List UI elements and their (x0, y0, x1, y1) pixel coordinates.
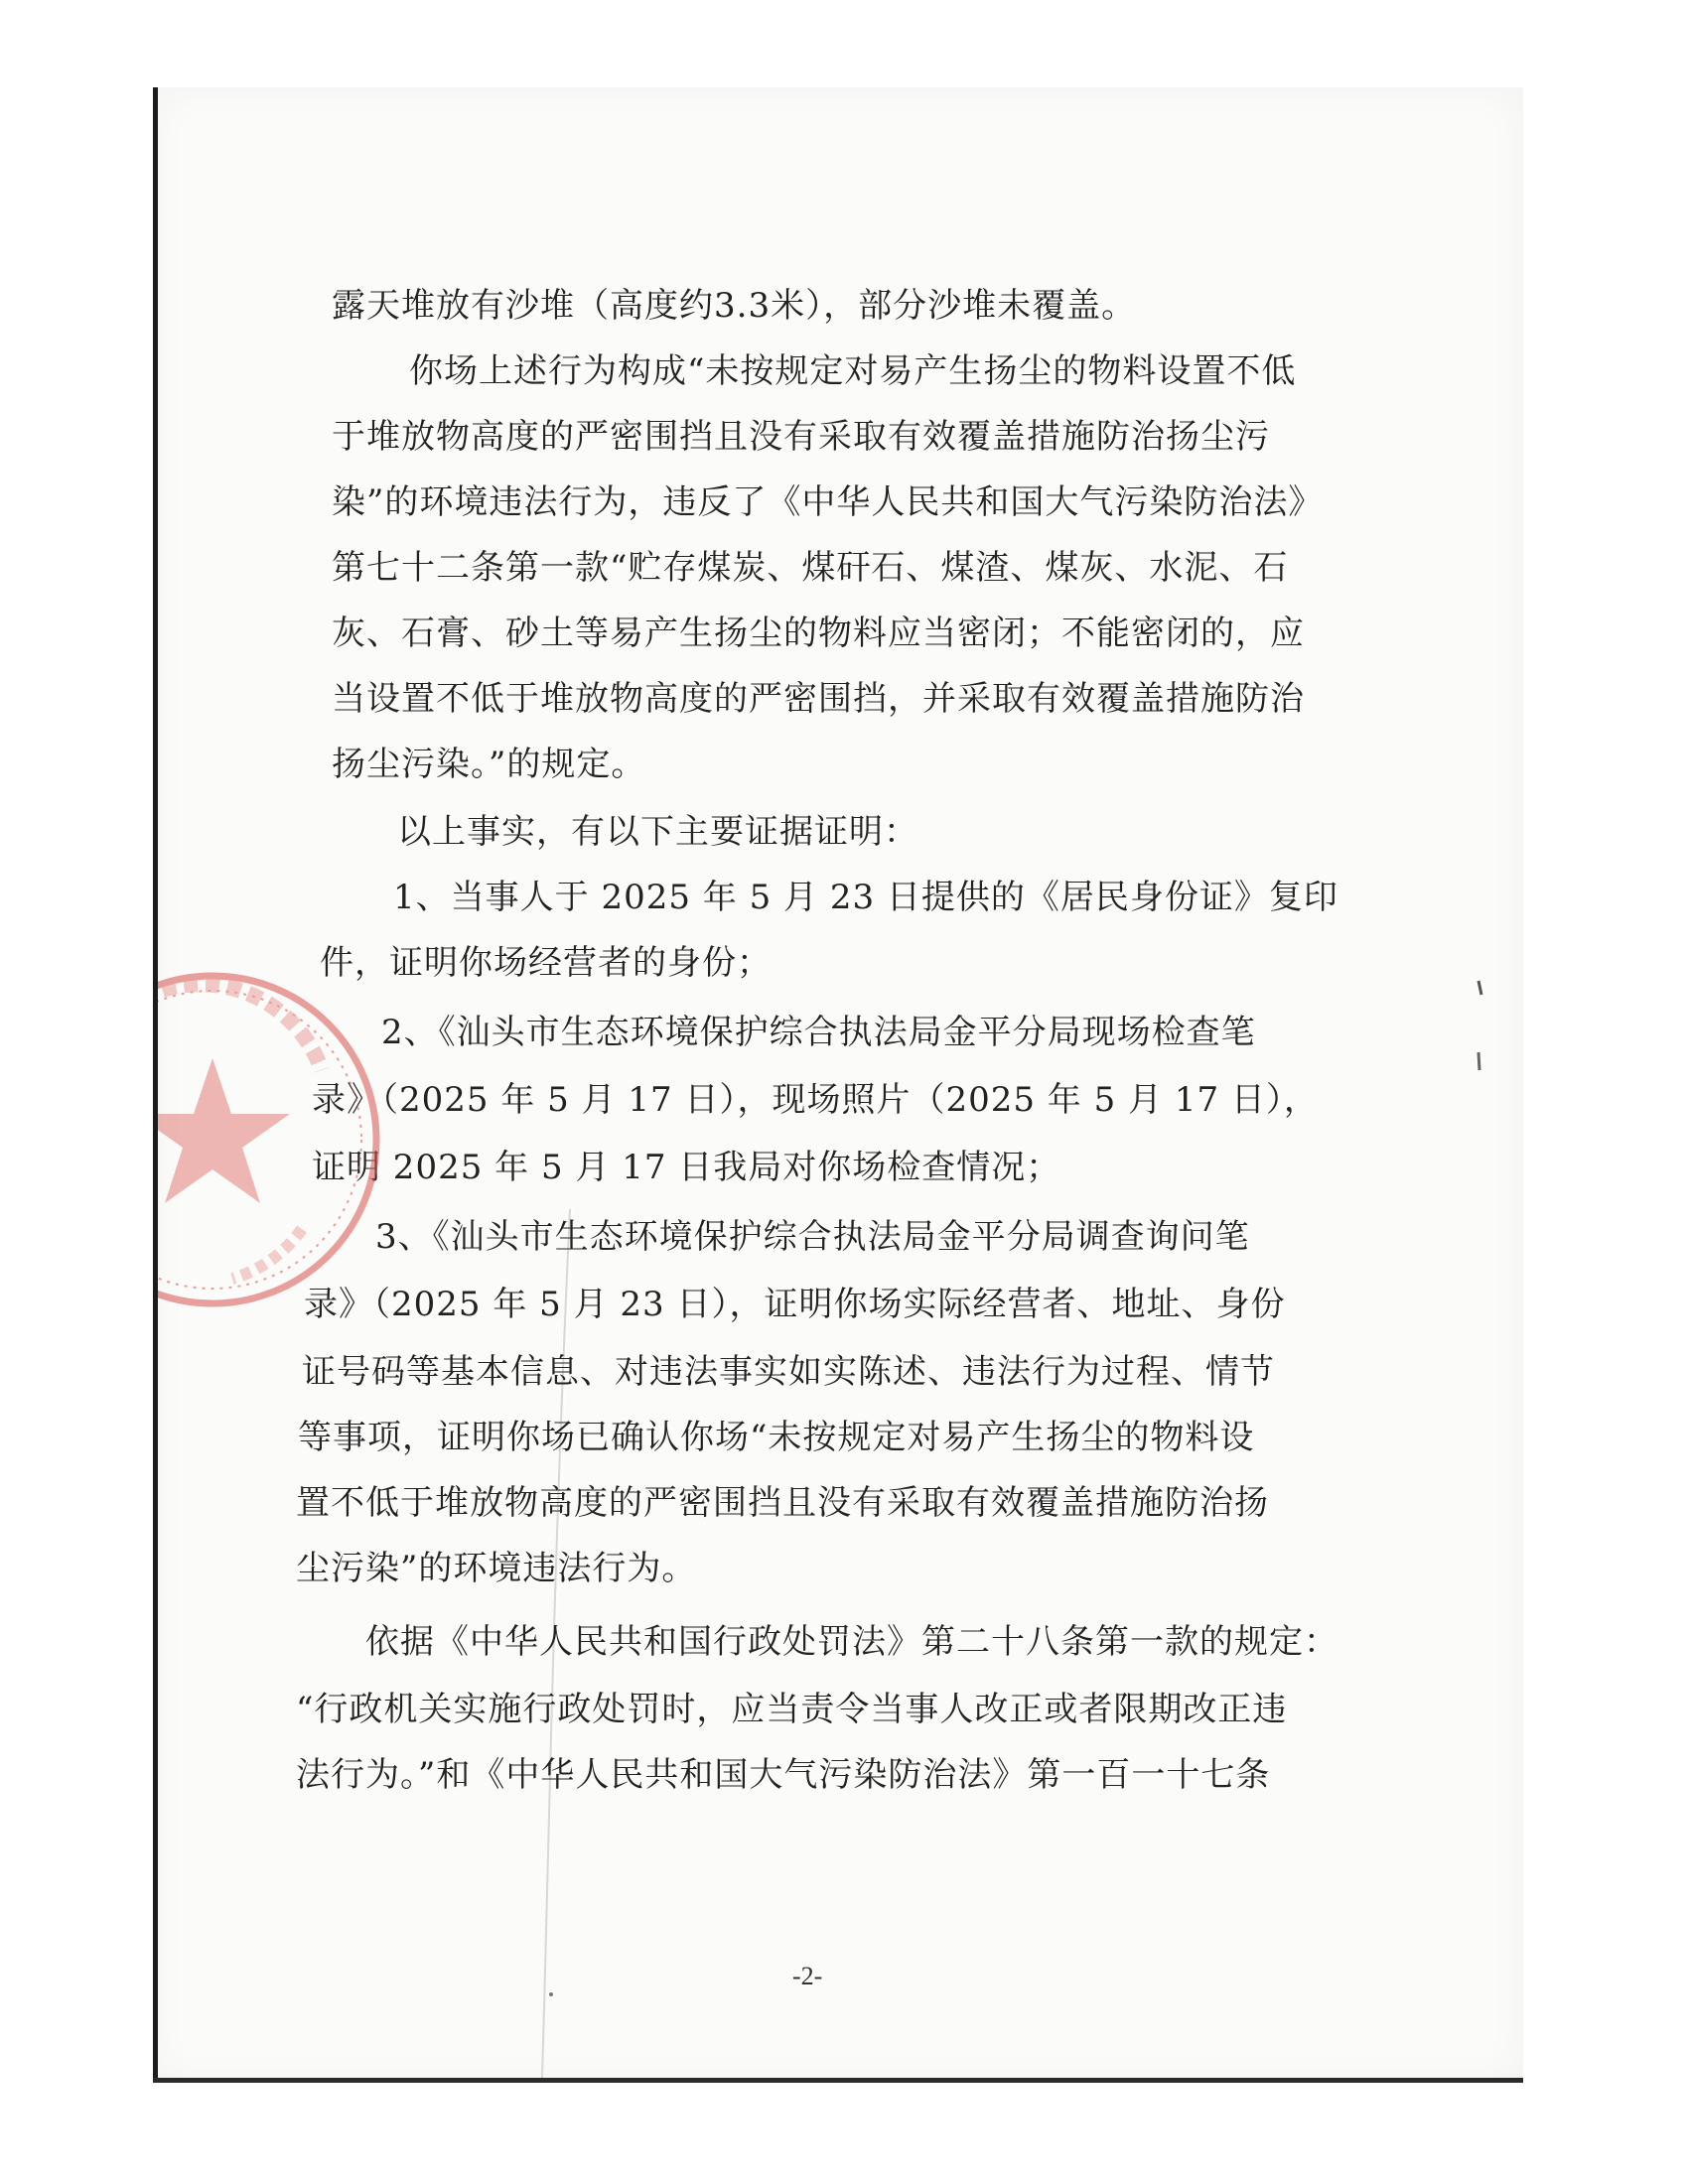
scanned-document-page (153, 87, 1523, 2083)
scan-edge-left (153, 87, 158, 2083)
text-line: 露天堆放有沙堆（高度约3.3米），部分沙堆未覆盖。 (332, 286, 1137, 326)
text-line: “行政机关实施行政处罚时，应当责令当事人改正或者限期改正违 (296, 1690, 1288, 1729)
text-line: 你场上述行为构成“未按规定对易产生扬尘的物料设置不低 (409, 351, 1297, 391)
text-line: 于堆放物高度的严密围挡且没有采取有效覆盖措施防治扬尘污 (332, 417, 1270, 457)
text-line: 2、《汕头市生态环境保护综合执法局金平分局现场检查笔 (381, 1013, 1256, 1052)
text-line: 3、《汕头市生态环境保护综合执法局金平分局调查询问笔 (375, 1217, 1250, 1257)
text-line: 染”的环境违法行为，违反了《中华人民共和国大气污染防治法》 (332, 482, 1324, 522)
text-line: 录》（2025 年 5 月 17 日），现场照片（2025 年 5 月 17 日）， (312, 1080, 1319, 1120)
text-line: 尘污染”的环境违法行为。 (296, 1549, 697, 1588)
text-line: 录》（2025 年 5 月 23 日），证明你场实际经营者、地址、身份 (304, 1285, 1286, 1324)
text-line: 法行为。”和《中华人民共和国大气污染防治法》第一百一十七条 (296, 1755, 1271, 1795)
text-line: 扬尘污染。”的规定。 (332, 745, 646, 784)
text-line: 证号码等基本信息、对违法事实如实陈述、违法行为过程、情节 (302, 1352, 1275, 1392)
page-number: -2- (792, 1962, 823, 1990)
text-line: 第七十二条第一款“贮存煤炭、煤矸石、煤渣、煤灰、水泥、石 (332, 548, 1289, 588)
text-line: 依据《中华人民共和国行政处罚法》第二十八条第一款的规定： (365, 1622, 1338, 1662)
text-line: 等事项，证明你场已确认你场“未按规定对易产生扬尘的物料设 (298, 1418, 1255, 1457)
text-line: 1、当事人于 2025 年 5 月 23 日提供的《居民身份证》复印 (393, 878, 1338, 917)
text-line: 置不低于堆放物高度的严密围挡且没有采取有效覆盖措施防治扬 (296, 1483, 1269, 1523)
text-line: 灰、石膏、砂土等易产生扬尘的物料应当密闭；不能密闭的，应 (332, 614, 1305, 653)
scan-edge-bottom (153, 2078, 1523, 2083)
text-line: 当设置不低于堆放物高度的严密围挡，并采取有效覆盖措施防治 (332, 679, 1305, 719)
text-line: 件，证明你场经营者的身份； (320, 943, 772, 983)
text-line: 证明 2025 年 5 月 17 日我局对你场检查情况； (312, 1148, 1061, 1187)
text-line: 以上事实，有以下主要证据证明： (397, 812, 918, 852)
